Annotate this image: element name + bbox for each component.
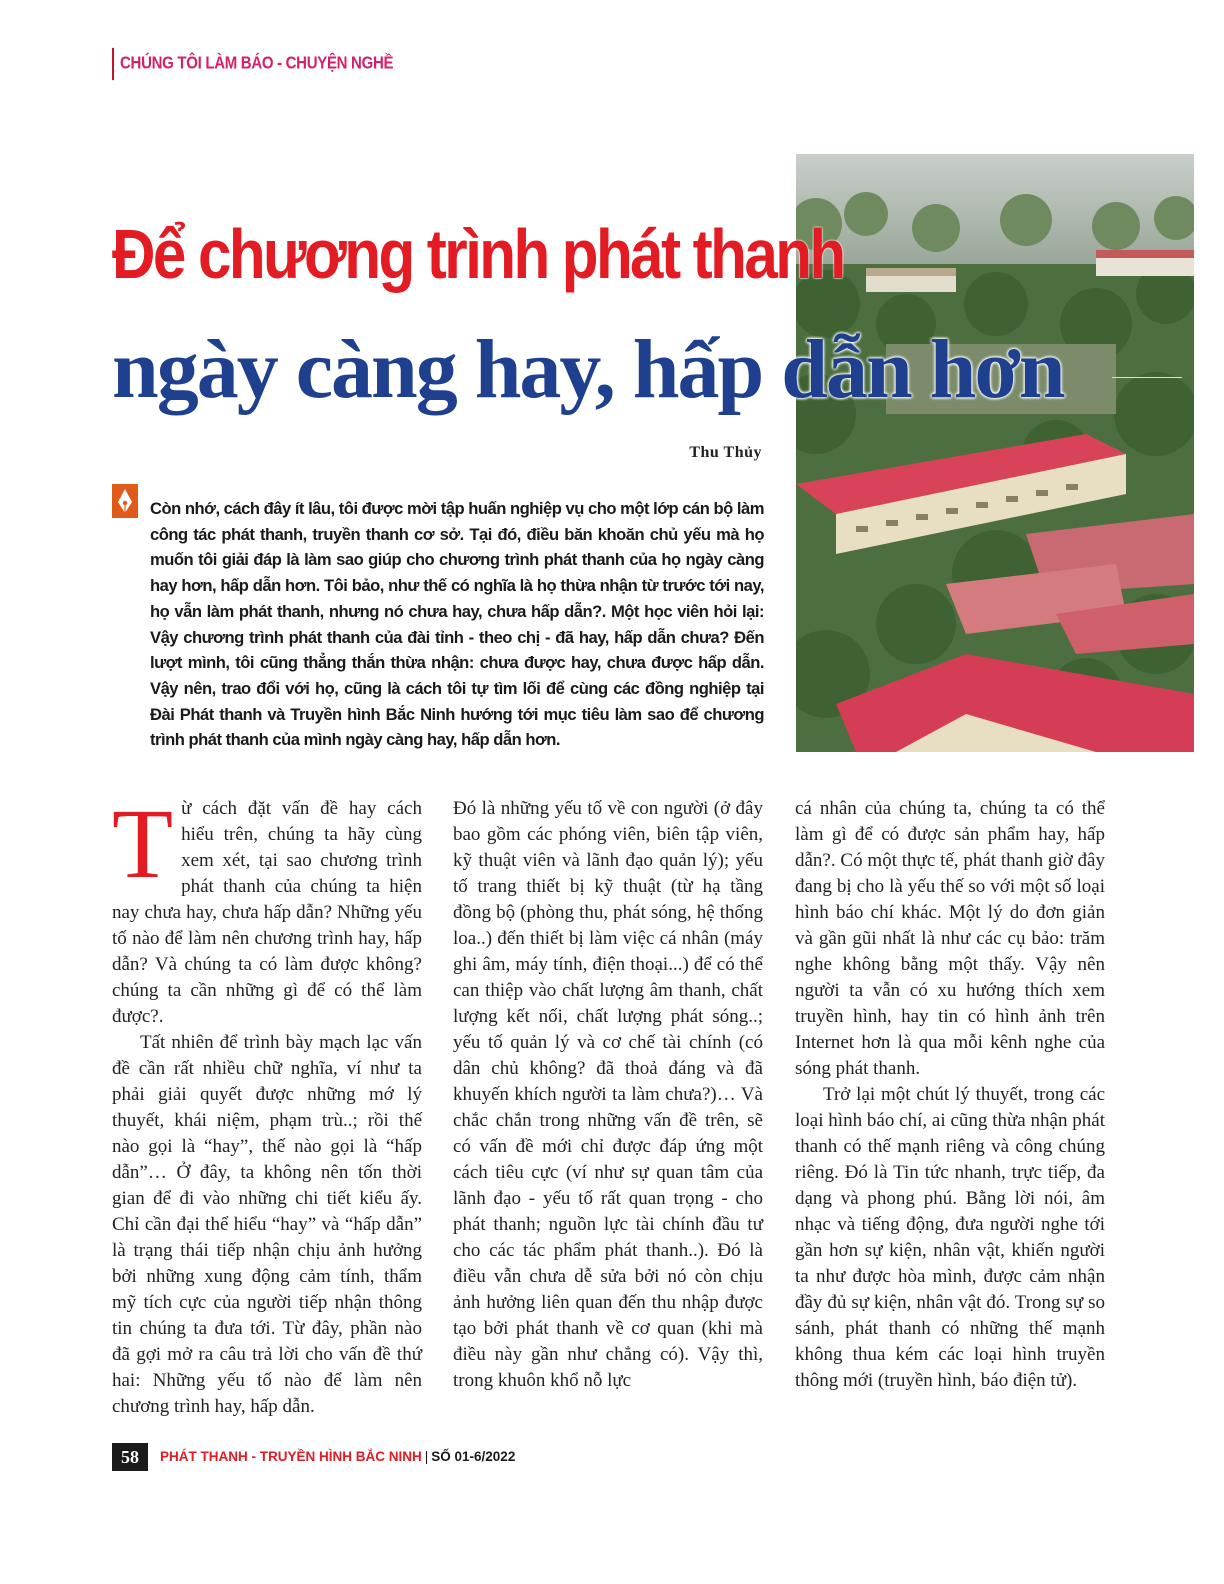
body-column-3 [795,796,1105,1394]
paragraph: ừ cách đặt vấn đề hay cách hiểu trên, chúng ta hãy cùng xem xét, tại sao chương trình phát thanh của chúng ta hiện nay chưa hay, chưa hấp dẫn? Những yếu tố nào để làm nên chương trình hay, hấp dẫn? Và chúng ta có làm được không? chúng ta cần những gì để có thể làm được?. [112,798,422,1027]
footer-publication [160,1447,515,1467]
article-lede: Còn nhớ, cách đây ít lâu, tôi được mời tập huấn nghiệp vụ cho một lớp cán bộ làm công tác phát thanh, truyền thanh cơ sở. Tại đó, điều băn khoăn chủ yếu mà họ muốn tôi giải đáp là làm sao giúp cho chương trình phát thanh của họ ngày càng hay hơn, hấp dẫn hơn. Tôi bảo, như thế có nghĩa là họ thừa nhận từ trước tới nay, họ vẫn làm phát thanh, nhưng nó chưa hay, chưa hấp dẫn?. Một học viên hỏi lại: Vậy chương trình phát thanh của đài tỉnh - theo chị - đã hay, hấp dẫn chưa? Đến lượt mình, tôi cũng thẳng thắn thừa nhận: chưa được hay, chưa được hấp dẫn. Vậy nên, trao đổi với họ, cũng là cách tôi tự tìm lối để cùng các đồng nghiệp tại Đài Phát thanh và Truyền hình Bắc Ninh hướng tới mục tiêu làm sao để chương trình phát thanh của mình ngày càng hay, hấp dẫn hơn. [150,499,764,750]
section-label: CHÚNG TÔI LÀM BÁO - CHUYỆN NGHỀ [112,48,393,80]
body-column-1 [112,788,422,1420]
article-title-line2: ngày càng hay, hấp dẫn hơn [112,323,1064,416]
paragraph: Đó là những yếu tố về con người (ở đây bao gồm các phóng viên, biên tập viên, kỹ thuật viên và lãnh đạo quản lý); yếu tố trang thiết bị kỹ thuật (từ hạ tầng đồng bộ (phòng thu, phát sóng, hệ thống loa..) đến thiết bị làm việc cá nhân (máy ghi âm, máy tính, điện thoại...) để có thể can thiệp vào chất lượng âm thanh, chất lượng kết nối, chất lượng phát sóng..; yếu tố quản lý và cơ chế tài chính (có dân chủ không? đã thoả đáng và đã khuyến khích người ta làm chưa?)… Và chắc chắn trong những vấn đề trên, sẽ có vấn đề mới chỉ được đáp ứng một cách tiêu cực (ví như sự quan tâm của lãnh đạo - yếu tố rất quan trọng - cho phát thanh; nguồn lực tài chính đầu tư cho các tác phẩm phát thanh..). Đó là điều vẫn chưa dễ sửa bởi nó còn chịu ảnh hưởng liên quan đến thu nhập được tạo bởi phát thanh về cơ quan (khi mà điều này gần như chẳng có). Vậy thì, trong khuôn khổ nỗ lực [453,798,763,1391]
publication-name: PHÁT THANH - TRUYỀN HÌNH BẮC NINH [160,1449,422,1464]
aerial-photo [796,154,1194,752]
drop-cap: T [112,788,174,899]
article-title-line1: Để chương trình phát thanh [112,215,844,293]
page-number: 58 [112,1443,148,1471]
body-column-2 [453,796,763,1394]
issue-number: SỐ 01-6/2022 [431,1449,516,1464]
footer-separator: | [424,1449,429,1464]
author-byline: Thu Thủy [689,444,762,461]
title-rule [1112,377,1182,378]
paragraph: Trở lại một chút lý thuyết, trong các loại hình báo chí, ai cũng thừa nhận phát thanh có thế mạnh riêng và công chúng riêng. Đó là Tin tức nhanh, trực tiếp, đa dạng và phong phú. Bằng lời nói, âm nhạc và tiếng động, đưa người nghe tới gần hơn sự kiện, nhân vật, khiến người ta như được hòa mình, được cảm nhận đầy đủ sự kiện, nhân vật đó. Trong sự so sánh, phát thanh có những thế mạnh không thua kém các loại hình truyền thông mới (truyền hình, báo điện tử). [795,1084,1105,1391]
paragraph: cá nhân của chúng ta, chúng ta có thể làm gì để có được sản phẩm hay, hấp dẫn?. Có một thực tế, phát thanh giờ đây đang bị cho là yếu thế so với một số loại hình báo chí khác. Một lý do đơn giản và gần gũi nhất là như các cụ bảo: trăm nghe không bằng một thấy. Vậy nên người ta vẫn có xu hướng thích xem truyền hình, hay tin có hình ảnh trên Internet hơn là qua mỗi kênh nghe của sóng phát thanh. [795,798,1105,1079]
paragraph: Tất nhiên để trình bày mạch lạc vấn đề cần rất nhiều chữ nghĩa, ví như ta phải giải quyết được những mớ lý thuyết, khái niệm, phạm trù..; rồi thế nào gọi là “hay”, thế nào gọi là “hấp dẫn”… Ở đây, ta không nên tốn thời gian để đi vào những chi tiết kiểu ấy. Chỉ cần đại thể hiểu “hay” và “hấp dẫn” là trạng thái tiếp nhận chịu ảnh hưởng bởi những xung động cảm tính, thẩm mỹ tích cực của người tiếp nhận thông tin chúng ta đưa tới. Từ đây, phần nào đã gợi mở ra câu trả lời cho vấn đề thứ hai: Những yếu tố nào để làm nên chương trình hay, hấp dẫn. [112,1032,422,1417]
pen-nib-icon [112,484,138,518]
